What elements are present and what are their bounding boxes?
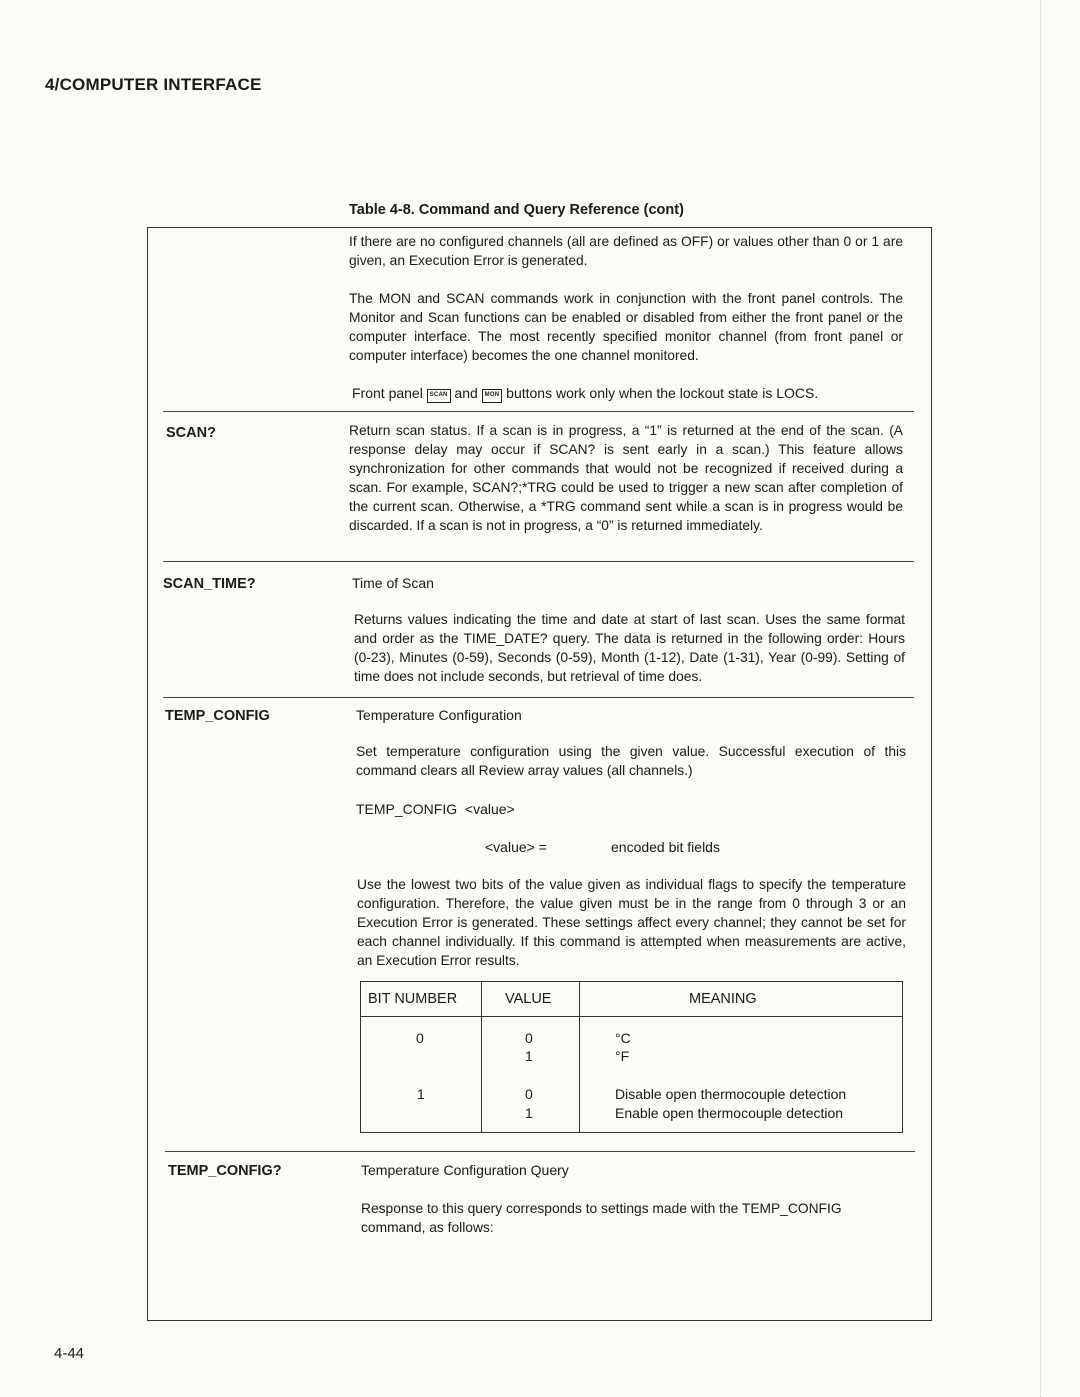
- row-0-meaning-1: °F: [615, 1048, 630, 1064]
- header-meaning: MEANING: [689, 991, 757, 1007]
- mon-key-icon: MON: [482, 389, 503, 403]
- temp-config-syntax: TEMP_CONFIG <value>: [356, 801, 515, 817]
- bit-field-table: [360, 981, 903, 1133]
- row-1-bit: 1: [417, 1086, 425, 1102]
- row-1-meaning-0: Disable open thermocouple detection: [615, 1086, 847, 1102]
- row-1-meaning-1: Enable open thermocouple detection: [615, 1105, 844, 1121]
- temp-config-description: Set temperature configuration using the given value. Successful execution of this command clears all Review array values (all channels.): [356, 744, 906, 778]
- front-panel-prefix: Front panel: [352, 385, 423, 401]
- page-number: 4-44: [54, 1345, 85, 1362]
- row-0-bit: 0: [416, 1030, 424, 1046]
- row-0-value-1: 1: [525, 1048, 533, 1064]
- scan-key-icon: SCAN: [427, 389, 451, 403]
- header-bit-number: BIT NUMBER: [368, 991, 458, 1007]
- row-0-value-0: 0: [525, 1030, 533, 1046]
- section-header: 4/COMPUTER INTERFACE: [45, 75, 262, 94]
- command-temp-config-query: TEMP_CONFIG?: [168, 1163, 282, 1179]
- row-divider-scan: [163, 411, 914, 412]
- temp-config-title: Temperature Configuration: [356, 707, 522, 723]
- front-panel-suffix: buttons work only when the lockout state is LOCS.: [506, 385, 819, 401]
- bit-table-header-rule: [361, 1016, 902, 1017]
- row-1-value-1: 1: [525, 1105, 533, 1121]
- scan-query-description: Return scan status. If a scan is in progress, a “1” is returned at the end of the scan. (A response delay may occur if SCAN? is sent early in a scan.) This feature allows synchronization for other commands that would not be recognized if received during a scan. For example, SCAN?;*TRG could be used to trigger a new scan after completion of the current scan. Otherwise, a *TRG command sent while a scan is in progress would be discarded. If a scan is not in progress, a “0” is returned immediately.: [349, 423, 903, 533]
- temp-config-query-title: Temperature Configuration Query: [361, 1162, 569, 1178]
- scan-time-title: Time of Scan: [352, 575, 434, 591]
- temp-config-query-description: Response to this query corresponds to settings made with the TEMP_CONFIG command, as follows:: [361, 1201, 842, 1235]
- row-divider-temp-config: [163, 697, 914, 698]
- value-description: encoded bit fields: [611, 839, 720, 855]
- command-scan-query: SCAN?: [166, 425, 216, 441]
- intro-paragraph-2: The MON and SCAN commands work in conjunction with the front panel controls. The Monitor and Scan functions can be enabled or disabled from either the front panel or the computer interface. The most recently specified monitor channel (from front panel or computer interface) becomes the one channel monitored.: [349, 291, 903, 363]
- table-title: Table 4-8. Command and Query Reference (cont): [349, 202, 684, 218]
- row-divider-scan-time: [163, 561, 914, 562]
- row-0-meaning-0: °C: [615, 1030, 631, 1046]
- row-divider-temp-config-query: [165, 1151, 915, 1152]
- front-panel-note: [352, 384, 912, 403]
- header-value: VALUE: [505, 991, 552, 1007]
- bit-table-column-rule-2: [579, 982, 580, 1132]
- bit-table-column-rule-1: [481, 982, 482, 1132]
- temp-config-description-2: Use the lowest two bits of the value given as individual flags to specify the temperature configuration. Therefore, the value given must be in the range from 0 through 3 or an Execution Error is generated. These settings affect every channel; they cannot be set for each channel individually. If this command is attempted when measurements are active, an Execution Error results.: [357, 877, 906, 968]
- scan-edge-line: [1040, 0, 1041, 1397]
- intro-paragraph-1: If there are no configured channels (all are defined as OFF) or values other than 0 or 1 are given, an Execution Error is generated.: [349, 234, 903, 268]
- value-label: <value> =: [485, 839, 547, 855]
- command-scan-time-query: SCAN_TIME?: [163, 576, 256, 592]
- front-panel-and: and: [454, 385, 478, 401]
- scan-time-description: Returns values indicating the time and date at start of last scan. Uses the same format and order as the TIME_DATE? query. The data is returned in the following order: Hours (0-23), Minutes (0-59), Seconds (0-59), Month (1-12), Date (1-31), Year (0-99). Setting of time does not include seconds, but retrieval of time does.: [354, 612, 905, 684]
- command-temp-config: TEMP_CONFIG: [165, 708, 270, 724]
- row-1-value-0: 0: [525, 1086, 533, 1102]
